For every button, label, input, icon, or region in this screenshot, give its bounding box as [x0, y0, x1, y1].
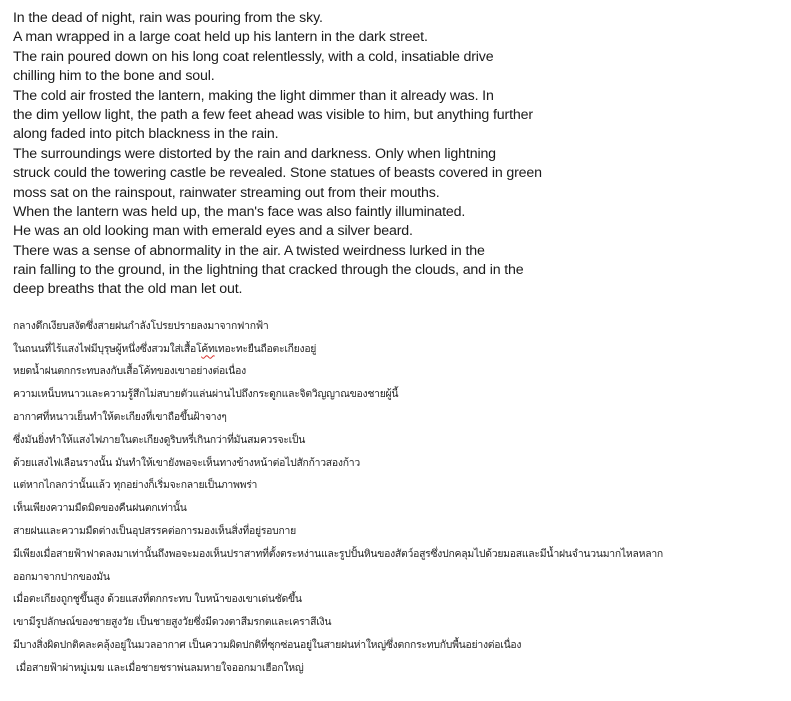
misspelled-word[interactable]: ค้ท — [201, 342, 215, 355]
english-line: A man wrapped in a large coat held up his lantern in the dark street. — [13, 29, 428, 46]
thai-line: ความเหน็บหนาวและความรู้สึกไม่สบายตัวแล่นผ่านไปถึงกระดูกและจิตวิญญาณของชายผู้นี้ — [13, 388, 399, 401]
english-line: chilling him to the bone and soul. — [13, 68, 215, 85]
thai-text: ในถนนที่ไร้แสงไฟมีบุรุษผู้หนึ่งซึ่งสวมใส่เสื้อโ — [13, 342, 202, 355]
document-page — [13, 9, 783, 680]
thai-line: หยดน้ำฝนตกกระทบลงกับเสื้อโค้ทของเขาอย่างต่อเนื่อง — [13, 365, 246, 378]
english-line: along faded into pitch blackness in the rain. — [13, 126, 279, 143]
thai-line: เมื่อสายฟ้าผ่าหมู่เมฆ และเมื่อชายชราพ่นลมหายใจออกมาเฮือกใหญ่ — [13, 661, 304, 674]
english-line: deep breaths that the old man let out. — [13, 281, 243, 298]
thai-line: เมื่อตะเกียงถูกชูขึ้นสูง ด้วยแสงที่ตกกระทบ ใบหน้าของเขาเด่นชัดขึ้น — [13, 593, 302, 606]
thai-line-with-spelling-error — [13, 338, 783, 361]
thai-line: ด้วยแสงไฟเลือนรางนั้น มันทำให้เขายังพอจะเห็นทางข้างหน้าต่อไปสักก้าวสองก้าว — [13, 456, 360, 469]
english-line: struck could the towering castle be revealed. Stone statues of beasts covered in green — [13, 165, 542, 182]
thai-line: มีเพียงเมื่อสายฟ้าฟาดลงมาเท่านั้นถึงพอจะมองเห็นปราสาทที่ตั้งตระหง่านและรูปปั้นหินของสัตว์อสูรซึ่งปกคลุมไปด้วยมอสและมีน้ำฝนจำนวนมากไหลหลาก — [13, 547, 663, 560]
english-passage — [13, 9, 783, 300]
thai-line: เห็นเพียงความมืดมิดของคืนฝนตกเท่านั้น — [13, 502, 187, 515]
thai-line: เขามีรูปลักษณ์ของชายสูงวัย เป็นชายสูงวัยซึ่งมีดวงตาสีมรกตและเคราสีเงิน — [13, 616, 332, 629]
english-line: The cold air frosted the lantern, making the light dimmer than it already was. In — [13, 87, 494, 104]
english-line: In the dead of night, rain was pouring from the sky. — [13, 10, 323, 26]
thai-text: เทอะทะยืนถือตะเกียงอยู่ — [214, 342, 317, 355]
english-line: rain falling to the ground, in the lightning that cracked through the clouds, and in the — [13, 262, 524, 279]
english-line: The rain poured down on his long coat relentlessly, with a cold, insatiable drive — [13, 48, 494, 65]
thai-line: สายฝนและความมืดต่างเป็นอุปสรรคต่อการมองเห็นสิ่งที่อยู่รอบกาย — [13, 525, 296, 538]
thai-line: กลางดึกเงียบสงัดซึ่งสายฝนกำลังโปรยปรายลงมาจากฟากฟ้า — [13, 319, 269, 332]
english-line: moss sat on the rainspout, rainwater streaming out from their mouths. — [13, 184, 440, 201]
thai-line: แต่หากไกลกว่านั้นแล้ว ทุกอย่างก็เริ่มจะกลายเป็นภาพพร่า — [13, 479, 258, 492]
thai-line: ซึ่งมันยิ่งทำให้แสงไฟภายในตะเกียงดูริบหรี่เกินกว่าที่มันสมควรจะเป็น — [13, 433, 306, 446]
english-line: There was a sense of abnormality in the air. A twisted weirdness lurked in the — [13, 242, 485, 259]
english-line: He was an old looking man with emerald eyes and a silver beard. — [13, 223, 413, 240]
thai-passage — [13, 315, 783, 680]
english-line: the dim yellow light, the path a few feet ahead was visible to him, but anything further — [13, 106, 533, 123]
english-line: The surroundings were distorted by the rain and darkness. Only when lightning — [13, 145, 496, 162]
thai-line: ออกมาจากปากของมัน — [13, 570, 110, 583]
thai-line: มีบางสิ่งผิดปกติคละคลุ้งอยู่ในมวลอากาศ เป็นความผิดปกติที่ซุกซ่อนอยู่ในสายฝนห่าใหญ่ซึ่งตกกระทบกับพื้นอย่างต่อเนื่อง — [13, 639, 522, 652]
english-line: When the lantern was held up, the man's face was also faintly illuminated. — [13, 203, 466, 220]
thai-line: อากาศที่หนาวเย็นทำให้ตะเกียงที่เขาถือขึ้นฝ้าจางๆ — [13, 411, 227, 424]
